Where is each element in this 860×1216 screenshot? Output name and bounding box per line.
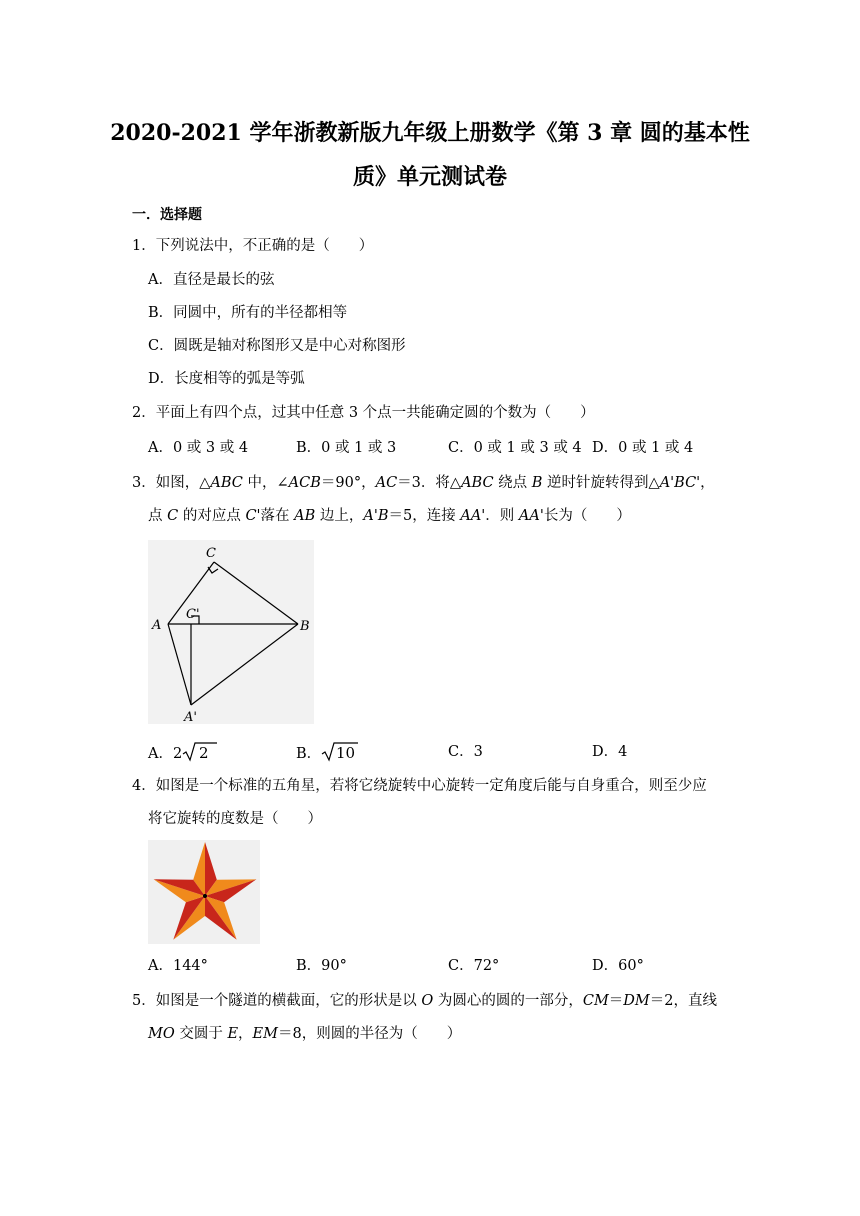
question-1-option-d: D．长度相等的弧是等弧 — [148, 371, 305, 387]
question-3-option-b: B． 10 — [296, 742, 359, 764]
question-2-option-a: A．0 或 3 或 4 — [148, 440, 249, 456]
question-2-option-c: C．0 或 1 或 3 或 4 — [448, 440, 582, 456]
question-3-option-a: A．2 2 — [148, 742, 218, 764]
question-2-option-d: D．0 或 1 或 4 — [592, 440, 694, 456]
svg-text:2: 2 — [199, 744, 209, 762]
question-2-stem: 2．平面上有四个点，过其中任意 3 个点一共能确定圆的个数为（ ） — [132, 405, 595, 421]
question-3-option-c: C．3 — [448, 744, 483, 760]
question-3-stem-line-1: 3．如图，△ABC 中，∠ACB＝90°，AC＝3．将△ABC 绕点 B 逆时针旋转得到△A'BC'， — [132, 475, 715, 491]
page-title-line-2: 质》单元测试卷 — [352, 164, 507, 190]
question-1-option-c: C．圆既是轴对称图形又是中心对称图形 — [148, 338, 406, 354]
svg-text:10: 10 — [336, 744, 356, 762]
question-4-option-c: C．72° — [448, 958, 500, 974]
label-c: C — [206, 546, 216, 561]
page-title-line-1: 2020-2021 学年浙教新版九年级上册数学《第 3 章 圆的基本性 — [110, 120, 750, 146]
label-a: A — [152, 618, 162, 633]
question-5-stem-line-1: 5．如图是一个隧道的横截面，它的形状是以 O 为圆心的圆的一部分，CM＝DM＝2，直线 — [132, 993, 718, 1009]
question-2-option-b: B．0 或 1 或 3 — [296, 440, 397, 456]
section-heading: 一．选择题 — [132, 207, 202, 223]
question-4-option-a: A．144° — [148, 958, 208, 974]
label-c-prime: C' — [186, 607, 200, 622]
question-5-stem-line-2: MO 交圆于 E，EM＝8，则圆的半径为（ ） — [148, 1026, 462, 1042]
five-pointed-star-icon — [148, 840, 260, 944]
question-4-stem-line-1: 4．如图是一个标准的五角星，若将它绕旋转中心旋转一定角度后能与自身重合，则至少应 — [132, 778, 707, 794]
question-1-option-a: A．直径是最长的弦 — [148, 272, 275, 288]
question-4-option-b: B．90° — [296, 958, 347, 974]
question-1-stem: 1．下列说法中，不正确的是（ ） — [132, 238, 374, 254]
question-4-stem-line-2: 将它旋转的度数是（ ） — [148, 811, 322, 827]
question-1-option-b: B．同圆中，所有的半径都相等 — [148, 305, 348, 321]
label-a-prime: A' — [184, 710, 197, 724]
triangle-rotation-figure — [148, 540, 314, 724]
sqrt-icon — [182, 742, 218, 764]
sqrt-icon — [321, 742, 359, 764]
question-3-stem-line-2: 点 C 的对应点 C'落在 AB 边上，A'B＝5，连接 AA'．则 AA'长为（ ） — [148, 508, 631, 524]
question-4-option-d: D．60° — [592, 958, 644, 974]
label-b: B — [300, 619, 310, 634]
question-3-option-d: D．4 — [592, 744, 628, 760]
